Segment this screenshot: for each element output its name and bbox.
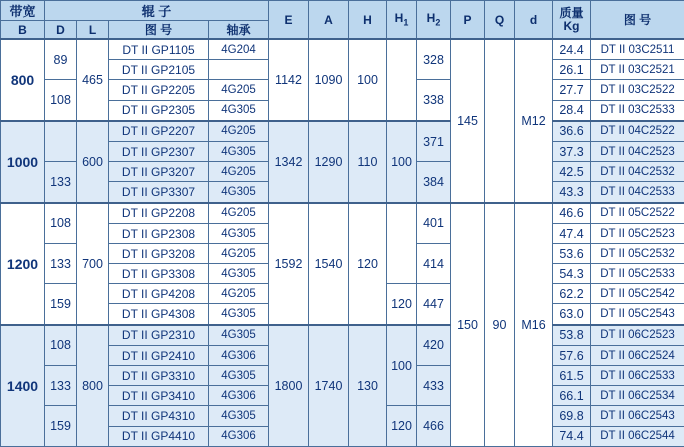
- cell-bandwidth-B: 1200: [1, 203, 45, 325]
- cell-code: DT II 03C2522: [591, 80, 684, 100]
- cell-code: DT II 04C2533: [591, 182, 684, 203]
- cell-mass: 54.3: [553, 264, 591, 284]
- cell-H2: 420: [417, 325, 451, 366]
- cell-bearing: 4G205: [209, 162, 269, 182]
- header-H2: $H_2$: [417, 1, 451, 40]
- cell-bandwidth-B: 1400: [1, 325, 45, 447]
- cell-L: 600: [77, 121, 109, 203]
- cell-H1: [387, 39, 417, 121]
- table-row: [1, 39, 684, 60]
- header-B: B: [1, 21, 45, 40]
- header-A: A: [309, 1, 349, 40]
- cell-model: DT II GP3410: [109, 386, 209, 406]
- cell-mass: 24.4: [553, 39, 591, 60]
- cell-A: 1090: [309, 39, 349, 121]
- cell-A: 1540: [309, 203, 349, 325]
- cell-bearing: 4G306: [209, 426, 269, 446]
- cell-mass: 28.4: [553, 100, 591, 121]
- cell-model: DT II GP3207: [109, 162, 209, 182]
- header-roller-group: 辊 子: [45, 1, 269, 21]
- cell-H: 100: [349, 39, 387, 121]
- cell-bandwidth-B: 800: [1, 39, 45, 121]
- cell-L: 465: [77, 39, 109, 121]
- cell-E: 1800: [269, 325, 309, 447]
- header-E: E: [269, 1, 309, 40]
- header-row-1: [1, 1, 684, 21]
- cell-model: DT II GP2207: [109, 121, 209, 142]
- cell-code: DT II 06C2523: [591, 325, 684, 346]
- cell-mass: 74.4: [553, 426, 591, 446]
- cell-E: 1142: [269, 39, 309, 121]
- cell-model: DT II GP2305: [109, 100, 209, 121]
- cell-mass: 43.3: [553, 182, 591, 203]
- cell-bearing: 4G205: [209, 121, 269, 142]
- cell-bearing: [209, 60, 269, 80]
- cell-code: DT II 05C2532: [591, 244, 684, 264]
- cell-model: DT II GP3308: [109, 264, 209, 284]
- cell-H2: 384: [417, 162, 451, 203]
- cell-H2: 338: [417, 80, 451, 121]
- cell-D: 133: [45, 366, 77, 406]
- cell-bearing: 4G305: [209, 223, 269, 243]
- cell-model: DT II GP3307: [109, 182, 209, 203]
- header-Q: Q: [485, 1, 515, 40]
- cell-code: DT II 05C2543: [591, 304, 684, 325]
- cell-bearing: 4G305: [209, 366, 269, 386]
- cell-mass: 42.5: [553, 162, 591, 182]
- cell-model: DT II GP2307: [109, 142, 209, 162]
- cell-bearing: 4G305: [209, 304, 269, 325]
- cell-bearing: 4G305: [209, 182, 269, 203]
- cell-code: DT II 04C2532: [591, 162, 684, 182]
- header-D: D: [45, 21, 77, 40]
- header-bandwidth-group: 带宽: [1, 1, 45, 21]
- cell-code: DT II 03C2511: [591, 39, 684, 60]
- table-row: [1, 325, 684, 346]
- cell-model: DT II GP2310: [109, 325, 209, 346]
- cell-code: DT II 05C2533: [591, 264, 684, 284]
- cell-bearing: 4G306: [209, 386, 269, 406]
- cell-Q: [485, 39, 515, 203]
- cell-bearing: 4G306: [209, 346, 269, 366]
- cell-D: 89: [45, 39, 77, 80]
- cell-d: M12: [515, 39, 553, 203]
- header-mass: 质量 Kg: [553, 1, 591, 40]
- cell-model: DT II GP1105: [109, 39, 209, 60]
- cell-Q: 90: [485, 203, 515, 447]
- cell-D: 108: [45, 80, 77, 121]
- cell-code: DT II 03C2533: [591, 100, 684, 121]
- cell-code: DT II 04C2523: [591, 142, 684, 162]
- cell-code: DT II 04C2522: [591, 121, 684, 142]
- cell-H2: 401: [417, 203, 451, 244]
- cell-mass: 66.1: [553, 386, 591, 406]
- cell-L: 800: [77, 325, 109, 447]
- cell-bearing: 4G204: [209, 39, 269, 60]
- cell-bearing: 4G305: [209, 264, 269, 284]
- cell-code: DT II 05C2522: [591, 203, 684, 224]
- cell-D: [45, 121, 77, 162]
- header-bearing: 轴承: [209, 21, 269, 40]
- cell-E: 1342: [269, 121, 309, 203]
- table-body: [1, 39, 684, 447]
- cell-code: DT II 03C2521: [591, 60, 684, 80]
- cell-model: DT II GP4310: [109, 406, 209, 426]
- cell-code: DT II 05C2523: [591, 223, 684, 243]
- cell-D: 159: [45, 406, 77, 447]
- cell-bearing: 4G305: [209, 406, 269, 426]
- header-model: 图 号: [109, 21, 209, 40]
- cell-H1: 120: [387, 284, 417, 325]
- cell-H1: 100: [387, 325, 417, 406]
- cell-model: DT II GP2410: [109, 346, 209, 366]
- cell-bearing: 4G205: [209, 244, 269, 264]
- cell-mass: 27.7: [553, 80, 591, 100]
- cell-H: 130: [349, 325, 387, 447]
- cell-H2: 371: [417, 121, 451, 162]
- cell-code: DT II 06C2543: [591, 406, 684, 426]
- cell-model: DT II GP2208: [109, 203, 209, 224]
- cell-model: DT II GP4208: [109, 284, 209, 304]
- cell-P: 150: [451, 203, 485, 447]
- cell-mass: 47.4: [553, 223, 591, 243]
- cell-H2: 466: [417, 406, 451, 447]
- cell-L: 700: [77, 203, 109, 325]
- cell-D: 108: [45, 203, 77, 244]
- header-d: d: [515, 1, 553, 40]
- cell-mass: 57.6: [553, 346, 591, 366]
- cell-H2: 414: [417, 244, 451, 284]
- cell-bearing: 4G305: [209, 142, 269, 162]
- cell-H1: [387, 203, 417, 284]
- cell-D: 133: [45, 244, 77, 284]
- cell-D: 159: [45, 284, 77, 325]
- cell-mass: 53.6: [553, 244, 591, 264]
- header-P: P: [451, 1, 485, 40]
- cell-d: M16: [515, 203, 553, 447]
- cell-H2: 433: [417, 366, 451, 406]
- cell-D: 133: [45, 162, 77, 203]
- cell-model: DT II GP3310: [109, 366, 209, 386]
- cell-bearing: 4G205: [209, 284, 269, 304]
- cell-mass: 46.6: [553, 203, 591, 224]
- cell-mass: 62.2: [553, 284, 591, 304]
- cell-model: DT II GP2205: [109, 80, 209, 100]
- cell-bandwidth-B: 1000: [1, 121, 45, 203]
- cell-code: DT II 05C2542: [591, 284, 684, 304]
- cell-bearing: 4G305: [209, 325, 269, 346]
- cell-H: 120: [349, 203, 387, 325]
- header-L: L: [77, 21, 109, 40]
- cell-H1: 100: [387, 121, 417, 203]
- cell-mass: 26.1: [553, 60, 591, 80]
- cell-bearing: 4G205: [209, 80, 269, 100]
- cell-bearing: 4G205: [209, 203, 269, 224]
- cell-mass: 37.3: [553, 142, 591, 162]
- cell-H1: 120: [387, 406, 417, 447]
- cell-code: DT II 06C2544: [591, 426, 684, 446]
- cell-mass: 61.5: [553, 366, 591, 386]
- cell-mass: 63.0: [553, 304, 591, 325]
- cell-bearing: 4G305: [209, 100, 269, 121]
- header-H: H: [349, 1, 387, 40]
- header-code: 图 号: [591, 1, 684, 40]
- cell-model: DT II GP3208: [109, 244, 209, 264]
- cell-code: DT II 06C2534: [591, 386, 684, 406]
- table-row: [1, 121, 684, 142]
- cell-E: 1592: [269, 203, 309, 325]
- cell-mass: 69.8: [553, 406, 591, 426]
- cell-model: DT II GP4410: [109, 426, 209, 446]
- cell-P: 145: [451, 39, 485, 203]
- cell-A: 1740: [309, 325, 349, 447]
- header-H1: $H_1$: [387, 1, 417, 40]
- cell-mass: 53.8: [553, 325, 591, 346]
- cell-H2: 447: [417, 284, 451, 325]
- cell-H2: 328: [417, 39, 451, 80]
- cell-D: 108: [45, 325, 77, 366]
- table-row: [1, 203, 684, 224]
- cell-model: DT II GP2308: [109, 223, 209, 243]
- cell-code: DT II 06C2524: [591, 346, 684, 366]
- cell-H: 110: [349, 121, 387, 203]
- cell-model: DT II GP2105: [109, 60, 209, 80]
- cell-code: DT II 06C2533: [591, 366, 684, 386]
- cell-A: 1290: [309, 121, 349, 203]
- cell-model: DT II GP4308: [109, 304, 209, 325]
- cell-mass: 36.6: [553, 121, 591, 142]
